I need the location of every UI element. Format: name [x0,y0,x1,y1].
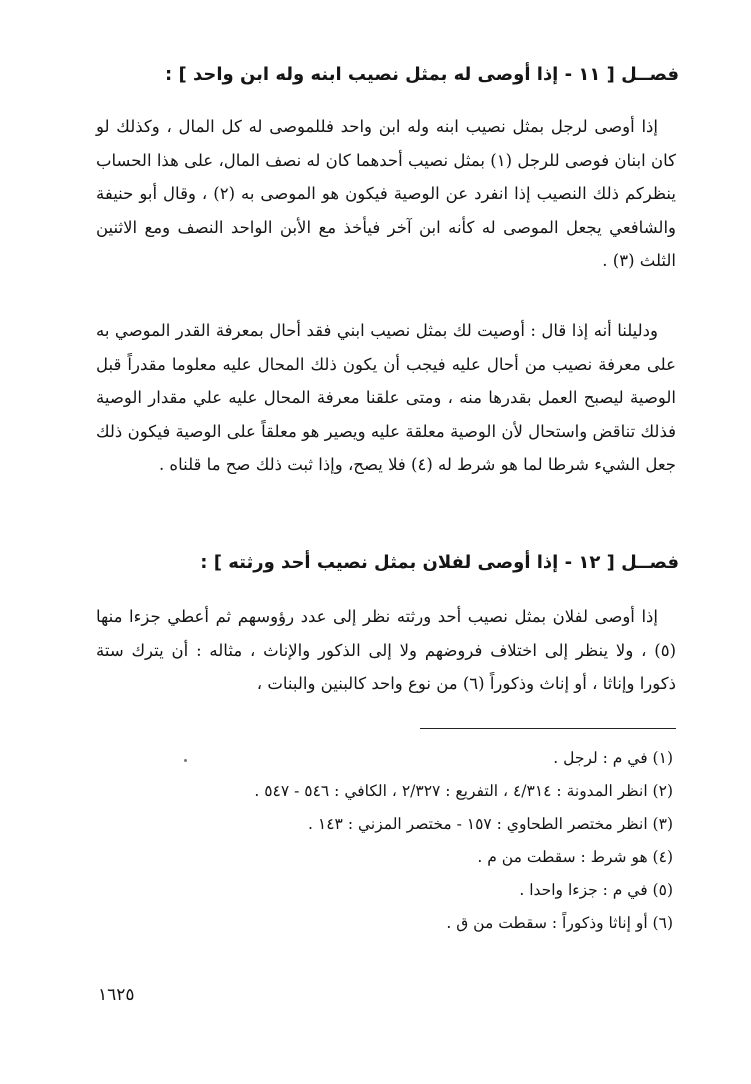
paragraph-text: إذا أوصى لفلان بمثل نصيب أحد ورثته نظر إلى عدد رؤوسهم ثم أعطي جزءا منها (٥) ، ولا ينظر إلى اختلاف فروضهم ولا إلى الذكور والإناث ، مثاله : أن يترك ستة ذكورا وإناثا ، أو إناث وذكوراً (٦) من نوع واحد كالبنين والبنات ، [96,607,676,693]
paragraph-will-heir-share [96,600,676,701]
section-heading-11: فصــل [ ١١ - إذا أوصى له بمثل نصيب ابنه وله ابن واحد ] : [165,64,679,85]
paragraph-text: إذا أوصى لرجل بمثل نصيب ابنه وله ابن واحد فللموصى له كل المال ، وكذلك لو كان ابنان فوصى للرجل (١) بمثل نصيب أحدهما كان له نصف المال، على هذا الحساب ينظركم ذلك النصيب إذا انفرد عن الوصية فيكون هو الموصى به (٢) ، وقال أبو حنيفة والشافعي يجعل الموصى له كأنه ابن آخر فيأخذ مع الأبن الواحد النصف ومع الاثنين الثلث (٣) . [96,117,676,270]
paragraph-evidence [96,314,676,482]
footnote-3: (٣) انظر مختصر الطحاوي : ١٥٧ - مختصر المزني : ١٤٣ . [308,815,673,833]
footnote-4: (٤) هو شرط : سقطت من م . [477,848,673,866]
footnote-divider [420,728,676,729]
footnote-2: (٢) انظر المدونة : ٤/٣١٤ ، التفريع : ٢/٣٢٧ ، الكافي : ٥٤٦ - ٥٤٧ . [254,782,673,800]
paragraph-will-like-son-share [96,110,676,278]
section-heading-12: فصــل [ ١٢ - إذا أوصى لفلان بمثل نصيب أحد ورثته ] : [200,552,679,573]
footnotes [60,742,673,940]
paragraph-text: ودليلنا أنه إذا قال : أوصيت لك بمثل نصيب ابني فقد أحال بمعرفة القدر الموصي به على معرفة نصيب من أحال عليه فيجب أن يكون ذلك المحال عليه معلوما مقدراً قبل الوصية ليصبح العمل بقدرها منه ، ومتى علقنا معرفة المحال عليه علي مقدار الوصية فذلك تناقض واستحال لأن الوصية معلقة عليه ويصير هو معلقاً على الوصية فيكون ذلك جعل الشيء شرطا لما هو شرط له (٤) فلا يصح، وإذا ثبت ذلك صح ما قلناه . [96,321,676,474]
footnote-6: (٦) أو إناثا وذكوراً : سقطت من ق . [446,914,673,932]
page-number: ١٦٢٥ [98,985,135,1005]
footnote-1: (١) في م : لرجل . [553,749,673,767]
footnote-5: (٥) في م : جزءا واحدا . [519,881,673,899]
